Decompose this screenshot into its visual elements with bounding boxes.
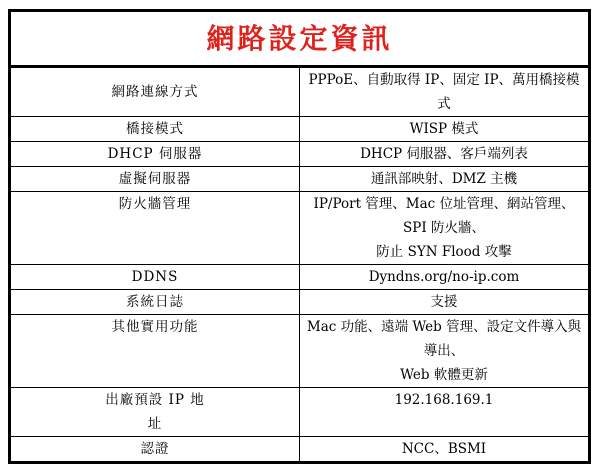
table-row xyxy=(10,265,590,290)
row-value-bridge-mode: WISP 模式 xyxy=(300,117,590,142)
table-row xyxy=(10,67,590,117)
row-value-certification: NCC、BSMI xyxy=(300,437,590,463)
table-title-row xyxy=(10,11,590,67)
row-value-firewall-line1: IP/Port 管理、Mac 位址管理、網站管理、SPI 防火牆、 xyxy=(313,196,575,236)
row-label-system-log: 系統日誌 xyxy=(10,290,300,315)
row-value-default-ip: 192.168.169.1 xyxy=(300,388,590,437)
row-value-other-features-line1: Mac 功能、遠端 Web 管理、設定文件導入與導出、 xyxy=(306,319,582,359)
row-value-other-features-line2: Web 軟體更新 xyxy=(400,367,488,383)
row-label-dhcp-server: DHCP 伺服器 xyxy=(10,142,300,167)
network-settings-table xyxy=(8,9,591,464)
row-label-default-ip-line2: 址 xyxy=(147,416,163,432)
table-title: 網路設定資訊 xyxy=(10,11,590,67)
row-value-firewall xyxy=(300,192,590,265)
row-value-virtual-server: 通訊部映射、DMZ 主機 xyxy=(300,167,590,192)
row-value-firewall-line2: 防止 SYN Flood 攻擊 xyxy=(376,244,512,260)
table-row xyxy=(10,437,590,463)
row-value-ddns: Dyndns.org/no-ip.com xyxy=(300,265,590,290)
row-label-default-ip xyxy=(10,388,300,437)
row-value-dhcp-server: DHCP 伺服器、客戶端列表 xyxy=(300,142,590,167)
row-label-virtual-server: 虛擬伺服器 xyxy=(10,167,300,192)
row-label-default-ip-line1: 出廠預設 IP 地 xyxy=(105,392,205,408)
row-value-other-features xyxy=(300,315,590,388)
table-row xyxy=(10,117,590,142)
row-value-system-log: 支援 xyxy=(300,290,590,315)
row-label-ddns: DDNS xyxy=(10,265,300,290)
table-row xyxy=(10,290,590,315)
table-row xyxy=(10,142,590,167)
table-row xyxy=(10,388,590,437)
row-label-certification: 認證 xyxy=(10,437,300,463)
row-label-firewall: 防火牆管理 xyxy=(10,192,300,265)
row-value-connection-type: PPPoE、自動取得 IP、固定 IP、萬用橋接模式 xyxy=(300,67,590,117)
table-row xyxy=(10,315,590,388)
row-label-connection-type: 網路連線方式 xyxy=(10,67,300,117)
table-row xyxy=(10,167,590,192)
row-label-other-features: 其他實用功能 xyxy=(10,315,300,388)
row-label-bridge-mode: 橋接模式 xyxy=(10,117,300,142)
table-row xyxy=(10,192,590,265)
